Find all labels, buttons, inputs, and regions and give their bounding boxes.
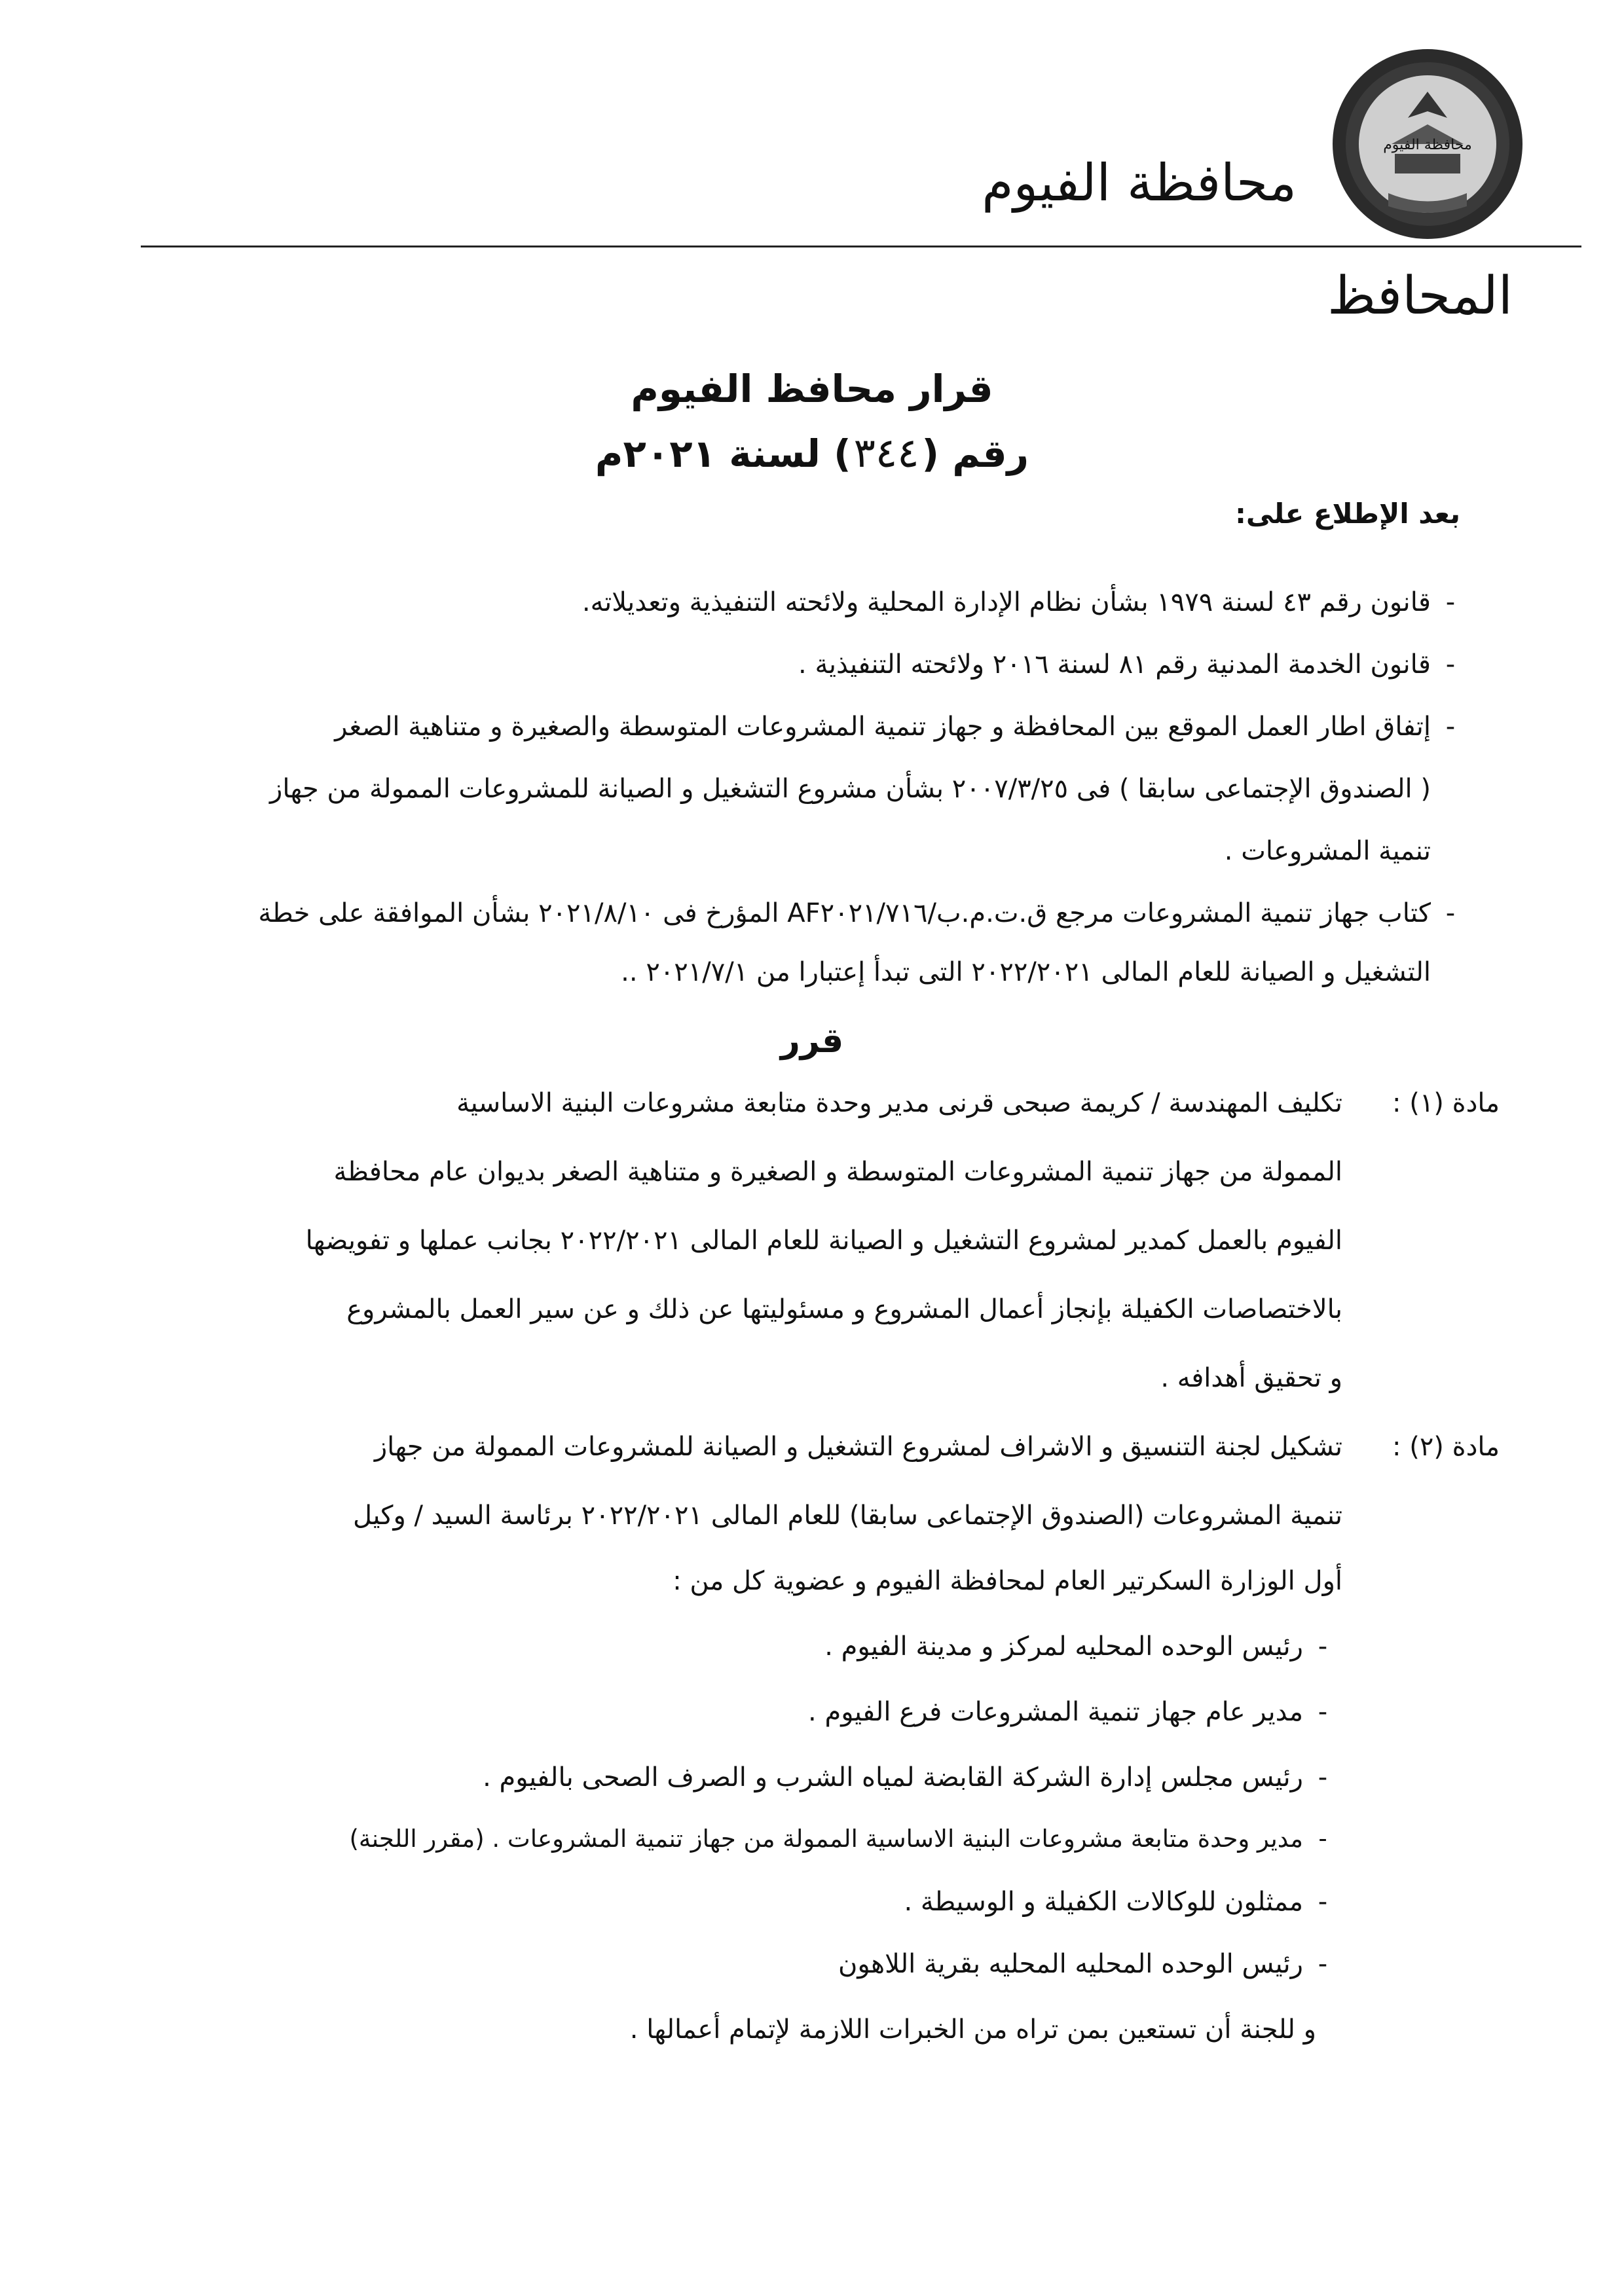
preamble-item: -قانون الخدمة المدنية رقم ٨١ لسنة ٢٠١٦ ولائحته التنفيذية . [798, 649, 1456, 680]
article-1-line: بالاختصاصات الكفيلة بإنجاز أعمال المشروع و مسئوليتها عن ذلك و عن سير العمل بالمشروع [346, 1294, 1342, 1324]
committee-member: -مدير وحدة متابعة مشروعات البنية الاساسية الممولة من جهاز تنمية المشروعات . (مقرر اللجنة) [349, 1825, 1327, 1853]
article-1-label: مادة (١) : [1392, 1088, 1500, 1118]
governorate-name: محافظة الفيوم [982, 154, 1297, 213]
article-2-label: مادة (٢) : [1392, 1432, 1500, 1462]
committee-member: -رئيس مجلس إدارة الشركة القابضة لمياه الشرب و الصرف الصحى بالفيوم . [483, 1762, 1328, 1793]
governorate-seal [1329, 46, 1526, 242]
article-1-line: الممولة من جهاز تنمية المشروعات المتوسطة و الصغيرة و متناهية الصغر بديوان عام محافظة [333, 1157, 1342, 1187]
preamble-item-cont: التشغيل و الصيانة للعام المالى ٢٠٢٢/٢٠٢١ التى تبدأ إعتبارا من ٢٠٢١/٧/١ .. [621, 957, 1431, 987]
committee-member: -رئيس الوحده المحليه المحليه بقرية اللاهون [838, 1949, 1328, 1979]
preamble-item: -كتاب جهاز تنمية المشروعات مرجع ق.ت.م.ب/AF٢٠٢١/٧١٦ المؤرخ فى ٢٠٢١/٨/١٠ بشأن الموافقة على خطة [258, 898, 1456, 928]
article-2-line: تنمية المشروعات (الصندوق الإجتماعى سابقا) للعام المالى ٢٠٢٢/٢٠٢١ برئاسة السيد / وكيل [353, 1501, 1342, 1531]
preamble-item-cont: ( الصندوق الإجتماعى سابقا ) فى ٢٠٠٧/٣/٢٥ بشأن مشروع التشغيل و الصيانة للمشروعات الممولة من جهاز [270, 774, 1431, 804]
preamble-item: -قانون رقم ٤٣ لسنة ١٩٧٩ بشأن نظام الإدارة المحلية ولائحته التنفيذية وتعديلاته. [581, 587, 1456, 617]
article-2-line: تشكيل لجنة التنسيق و الاشراف لمشروع التشغيل و الصيانة للمشروعات الممولة من جهاز [374, 1432, 1342, 1462]
resolved-heading: قرر [780, 1021, 844, 1061]
article-1-line: الفيوم بالعمل كمدير لمشروع التشغيل و الصيانة للعام المالى ٢٠٢٢/٢٠٢١ بجانب عملها و تفويضها [305, 1226, 1342, 1256]
decision-number-suffix: ) لسنة ٢٠٢١م [595, 431, 851, 476]
article-1-line: و تحقيق أهدافه . [1160, 1363, 1342, 1393]
preamble-item: -إتفاق اطار العمل الموقع بين المحافظة و جهاز تنمية المشروعات المتوسطة والصغيرة و متناهية الصغر [335, 712, 1456, 742]
decision-title: قرار محافظ الفيوم [631, 367, 993, 411]
decision-number [0, 429, 1624, 477]
preamble-item-cont: تنمية المشروعات . [1224, 836, 1431, 866]
article-2-line: أول الوزارة السكرتير العام لمحافظة الفيوم و عضوية كل من : [673, 1566, 1342, 1596]
article-2-closing: و للجنة أن تستعين بمن تراه من الخبرات اللازمة لإتمام أعمالها . [629, 2014, 1316, 2045]
decision-number-value: ٣٤٤ [853, 429, 919, 477]
committee-member: -مدير عام جهاز تنمية المشروعات فرع الفيوم . [808, 1697, 1328, 1727]
seal-text: محافظة الفيوم [1383, 137, 1472, 153]
office-title: المحافظ [1327, 265, 1513, 326]
decision-number-prefix: رقم ( [921, 431, 1029, 476]
header-divider [141, 246, 1581, 247]
article-1-line: تكليف المهندسة / كريمة صبحى قرنى مدير وحدة متابعة مشروعات البنية الاساسية [456, 1088, 1342, 1118]
committee-member: -ممثلون للوكالات الكفيلة و الوسيطة . [904, 1887, 1328, 1917]
committee-member: -رئيس الوحده المحليه لمركز و مدينة الفيوم . [824, 1631, 1328, 1662]
preamble-heading: بعد الإطلاع على: [1235, 498, 1460, 530]
